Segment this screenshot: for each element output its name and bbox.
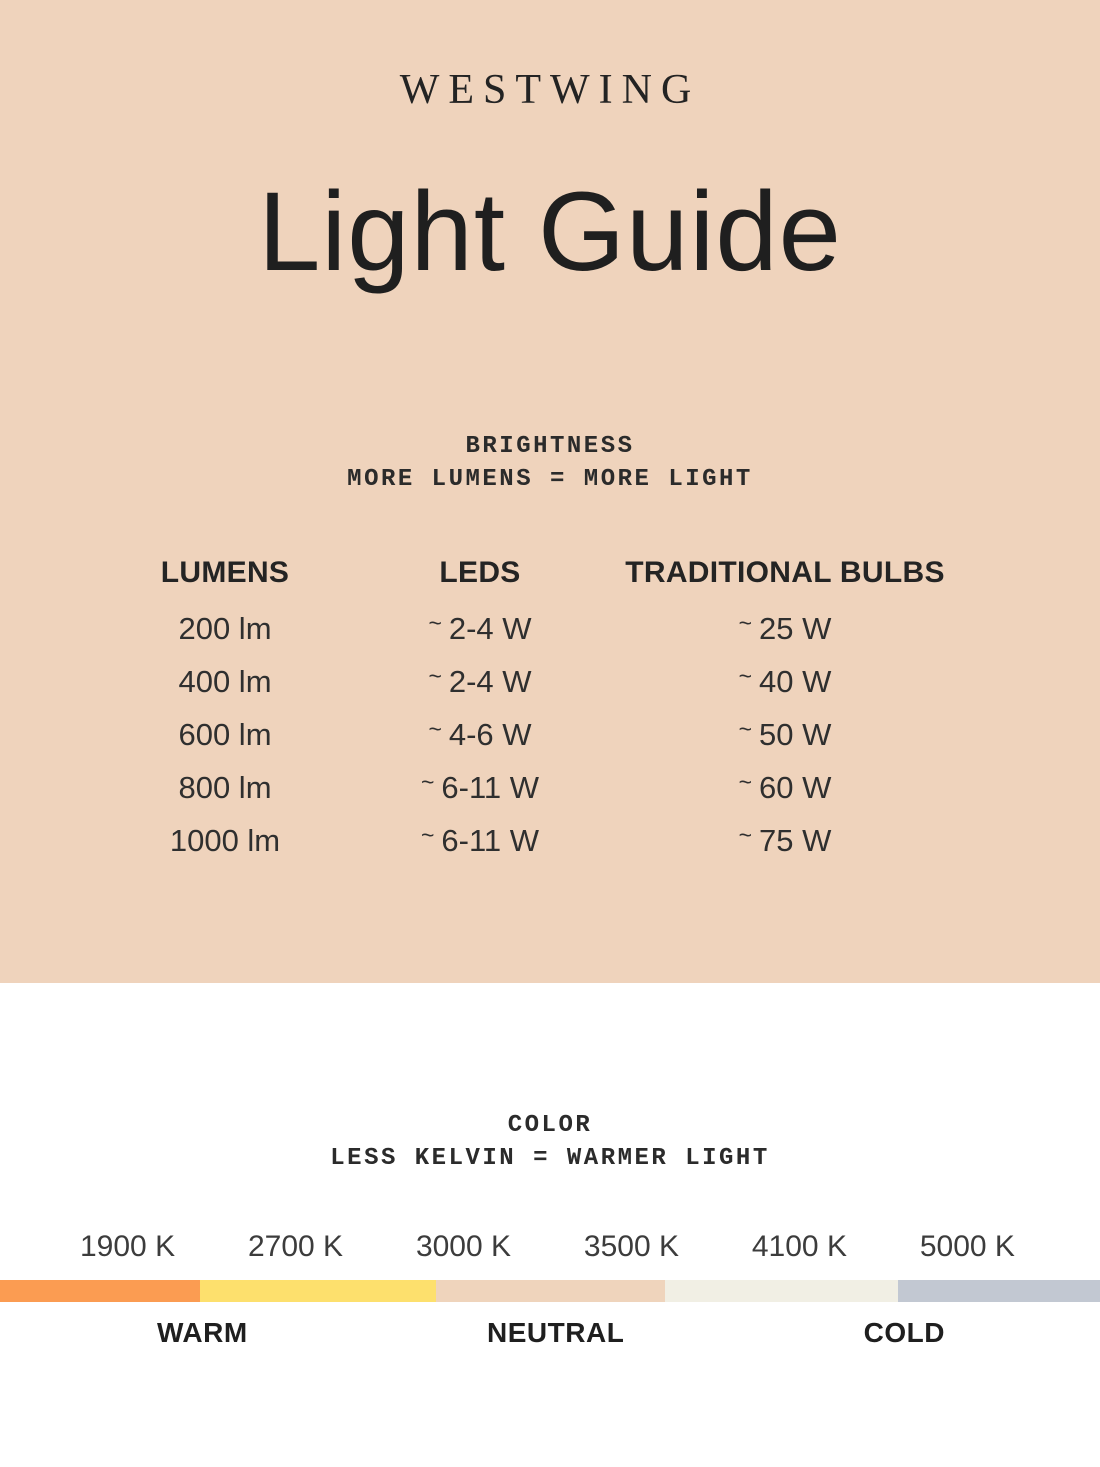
traditional-bulb-value: ~ 40 W <box>738 663 832 699</box>
westwing-logo: WESTWING <box>399 67 701 113</box>
table-row <box>90 655 970 708</box>
bar-segment-neutral-cream <box>665 1280 897 1302</box>
leds-value: ~ 6-11 W <box>420 769 540 805</box>
temperature-label-neutral: NEUTRAL <box>487 1317 625 1348</box>
table-header-row <box>90 556 970 590</box>
approx-symbol: ~ <box>738 822 753 848</box>
table-row <box>90 761 970 814</box>
approx-symbol: ~ <box>738 610 753 636</box>
table-row <box>90 602 970 655</box>
column-header-leds: LEDS <box>439 556 521 589</box>
brightness-heading: BRIGHTNESS <box>465 433 635 460</box>
leds-value: ~ 2-4 W <box>428 610 532 646</box>
lumens-value: 200 lm <box>178 610 272 646</box>
brightness-subheading: MORE LUMENS = MORE LIGHT <box>347 466 753 493</box>
page-title: Light Guide <box>258 169 842 294</box>
kelvin-label: 2700 K <box>247 1230 344 1263</box>
column-header-traditional-bulbs: TRADITIONAL BULBS <box>625 556 945 589</box>
approx-symbol: ~ <box>738 663 753 689</box>
approx-symbol: ~ <box>428 610 442 636</box>
temperature-label-cold: COLD <box>863 1317 945 1348</box>
temperature-label-warm: WARM <box>157 1317 248 1348</box>
column-header-lumens: LUMENS <box>160 556 290 589</box>
color-temperature-bar <box>0 1280 1100 1302</box>
kelvin-scale-labels <box>0 1229 1100 1265</box>
bar-segment-warm-yellow <box>200 1280 435 1302</box>
table-row <box>90 814 970 867</box>
approx-symbol: ~ <box>428 716 442 742</box>
lumens-value: 800 lm <box>178 769 272 805</box>
kelvin-label: 4100 K <box>751 1230 847 1263</box>
table-body <box>90 602 970 867</box>
traditional-bulb-value: ~ 60 W <box>738 769 832 805</box>
kelvin-label: 1900 K <box>80 1230 176 1263</box>
kelvin-label: 3500 K <box>583 1230 679 1263</box>
approx-symbol: ~ <box>428 663 442 689</box>
kelvin-label: 3000 K <box>415 1230 512 1263</box>
leds-value: ~ 6-11 W <box>420 822 540 858</box>
table-row <box>90 708 970 761</box>
temperature-category-labels <box>0 1317 1100 1349</box>
kelvin-label: 5000 K <box>919 1230 1015 1263</box>
lumens-comparison-table <box>90 556 970 867</box>
color-subheading: LESS KELVIN = WARMER LIGHT <box>330 1145 770 1172</box>
leds-value: ~ 4-6 W <box>428 716 532 752</box>
leds-value: ~ 2-4 W <box>428 663 532 699</box>
bar-segment-warm-orange <box>0 1280 200 1302</box>
approx-symbol: ~ <box>738 769 753 795</box>
approx-symbol: ~ <box>738 716 753 742</box>
traditional-bulb-value: ~ 25 W <box>738 610 832 646</box>
approx-symbol: ~ <box>420 769 435 795</box>
color-heading: COLOR <box>507 1112 593 1139</box>
approx-symbol: ~ <box>420 822 435 848</box>
color-section <box>0 983 1100 1467</box>
bar-segment-cold-blue <box>898 1280 1100 1302</box>
traditional-bulb-value: ~ 50 W <box>738 716 832 752</box>
traditional-bulb-value: ~ 75 W <box>738 822 832 858</box>
lumens-value: 400 lm <box>178 663 272 699</box>
lumens-value: 1000 lm <box>169 822 281 858</box>
lumens-value: 600 lm <box>178 716 272 752</box>
bar-segment-neutral-beige <box>436 1280 666 1302</box>
